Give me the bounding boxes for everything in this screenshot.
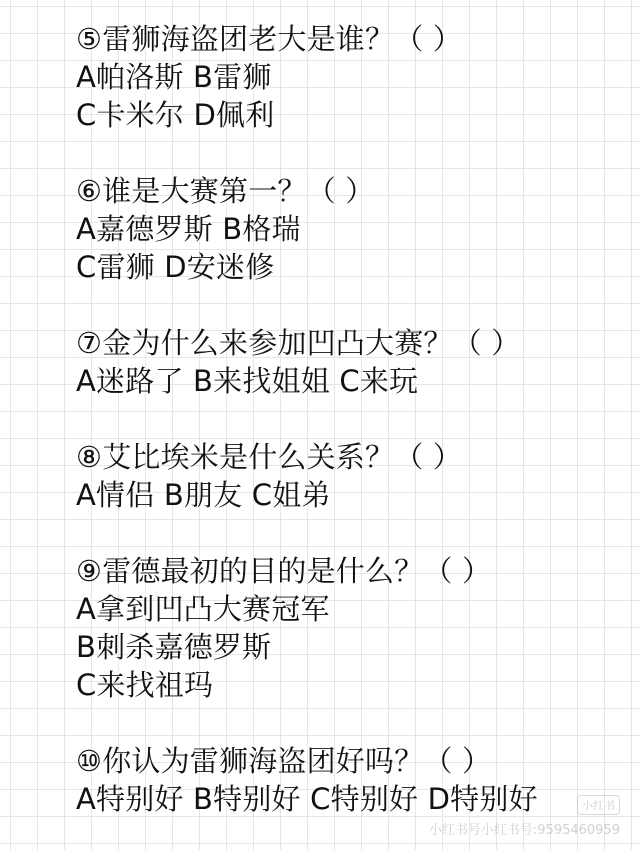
answer-options: A帕洛斯 B雷狮 — [76, 60, 272, 94]
answer-options: C卡米尔 D佩利 — [76, 98, 275, 132]
answer-options: C来找祖玛 — [76, 668, 214, 702]
question-9 — [76, 552, 621, 704]
question-stem: ⑨雷德最初的目的是什么？（ ） — [76, 554, 492, 588]
question-6 — [76, 172, 621, 286]
question-stem: ⑤雷狮海盗团老大是谁？（ ） — [76, 22, 463, 56]
question-stem: ⑥谁是大赛第一？（ ） — [76, 174, 375, 208]
question-7 — [76, 324, 621, 400]
watermark-id: 小红书号小红书号:9595460959 — [428, 823, 620, 838]
question-stem: ⑦金为什么来参加凹凸大赛？（ ） — [76, 326, 521, 360]
answer-options: A拿到凹凸大赛冠军 — [76, 592, 330, 626]
answer-options: C雷狮 D安迷修 — [76, 250, 275, 284]
quiz-sheet — [76, 20, 621, 818]
answer-options: A嘉德罗斯 B格瑞 — [76, 212, 301, 246]
question-stem: ⑩你认为雷狮海盗团好吗？（ ） — [76, 744, 492, 778]
question-5 — [76, 20, 621, 134]
answer-options: A特别好 B特别好 C特别好 D特别好 — [76, 782, 538, 816]
answer-options: B刺杀嘉德罗斯 — [76, 630, 272, 664]
watermark-logo: 小红书 — [577, 795, 620, 815]
watermark — [429, 794, 620, 838]
answer-options: A情侣 B朋友 C姐弟 — [76, 478, 331, 512]
question-8 — [76, 438, 621, 514]
question-stem: ⑧艾比埃米是什么关系？（ ） — [76, 440, 463, 474]
answer-options: A迷路了 B来找姐姐 C来玩 — [76, 364, 419, 398]
